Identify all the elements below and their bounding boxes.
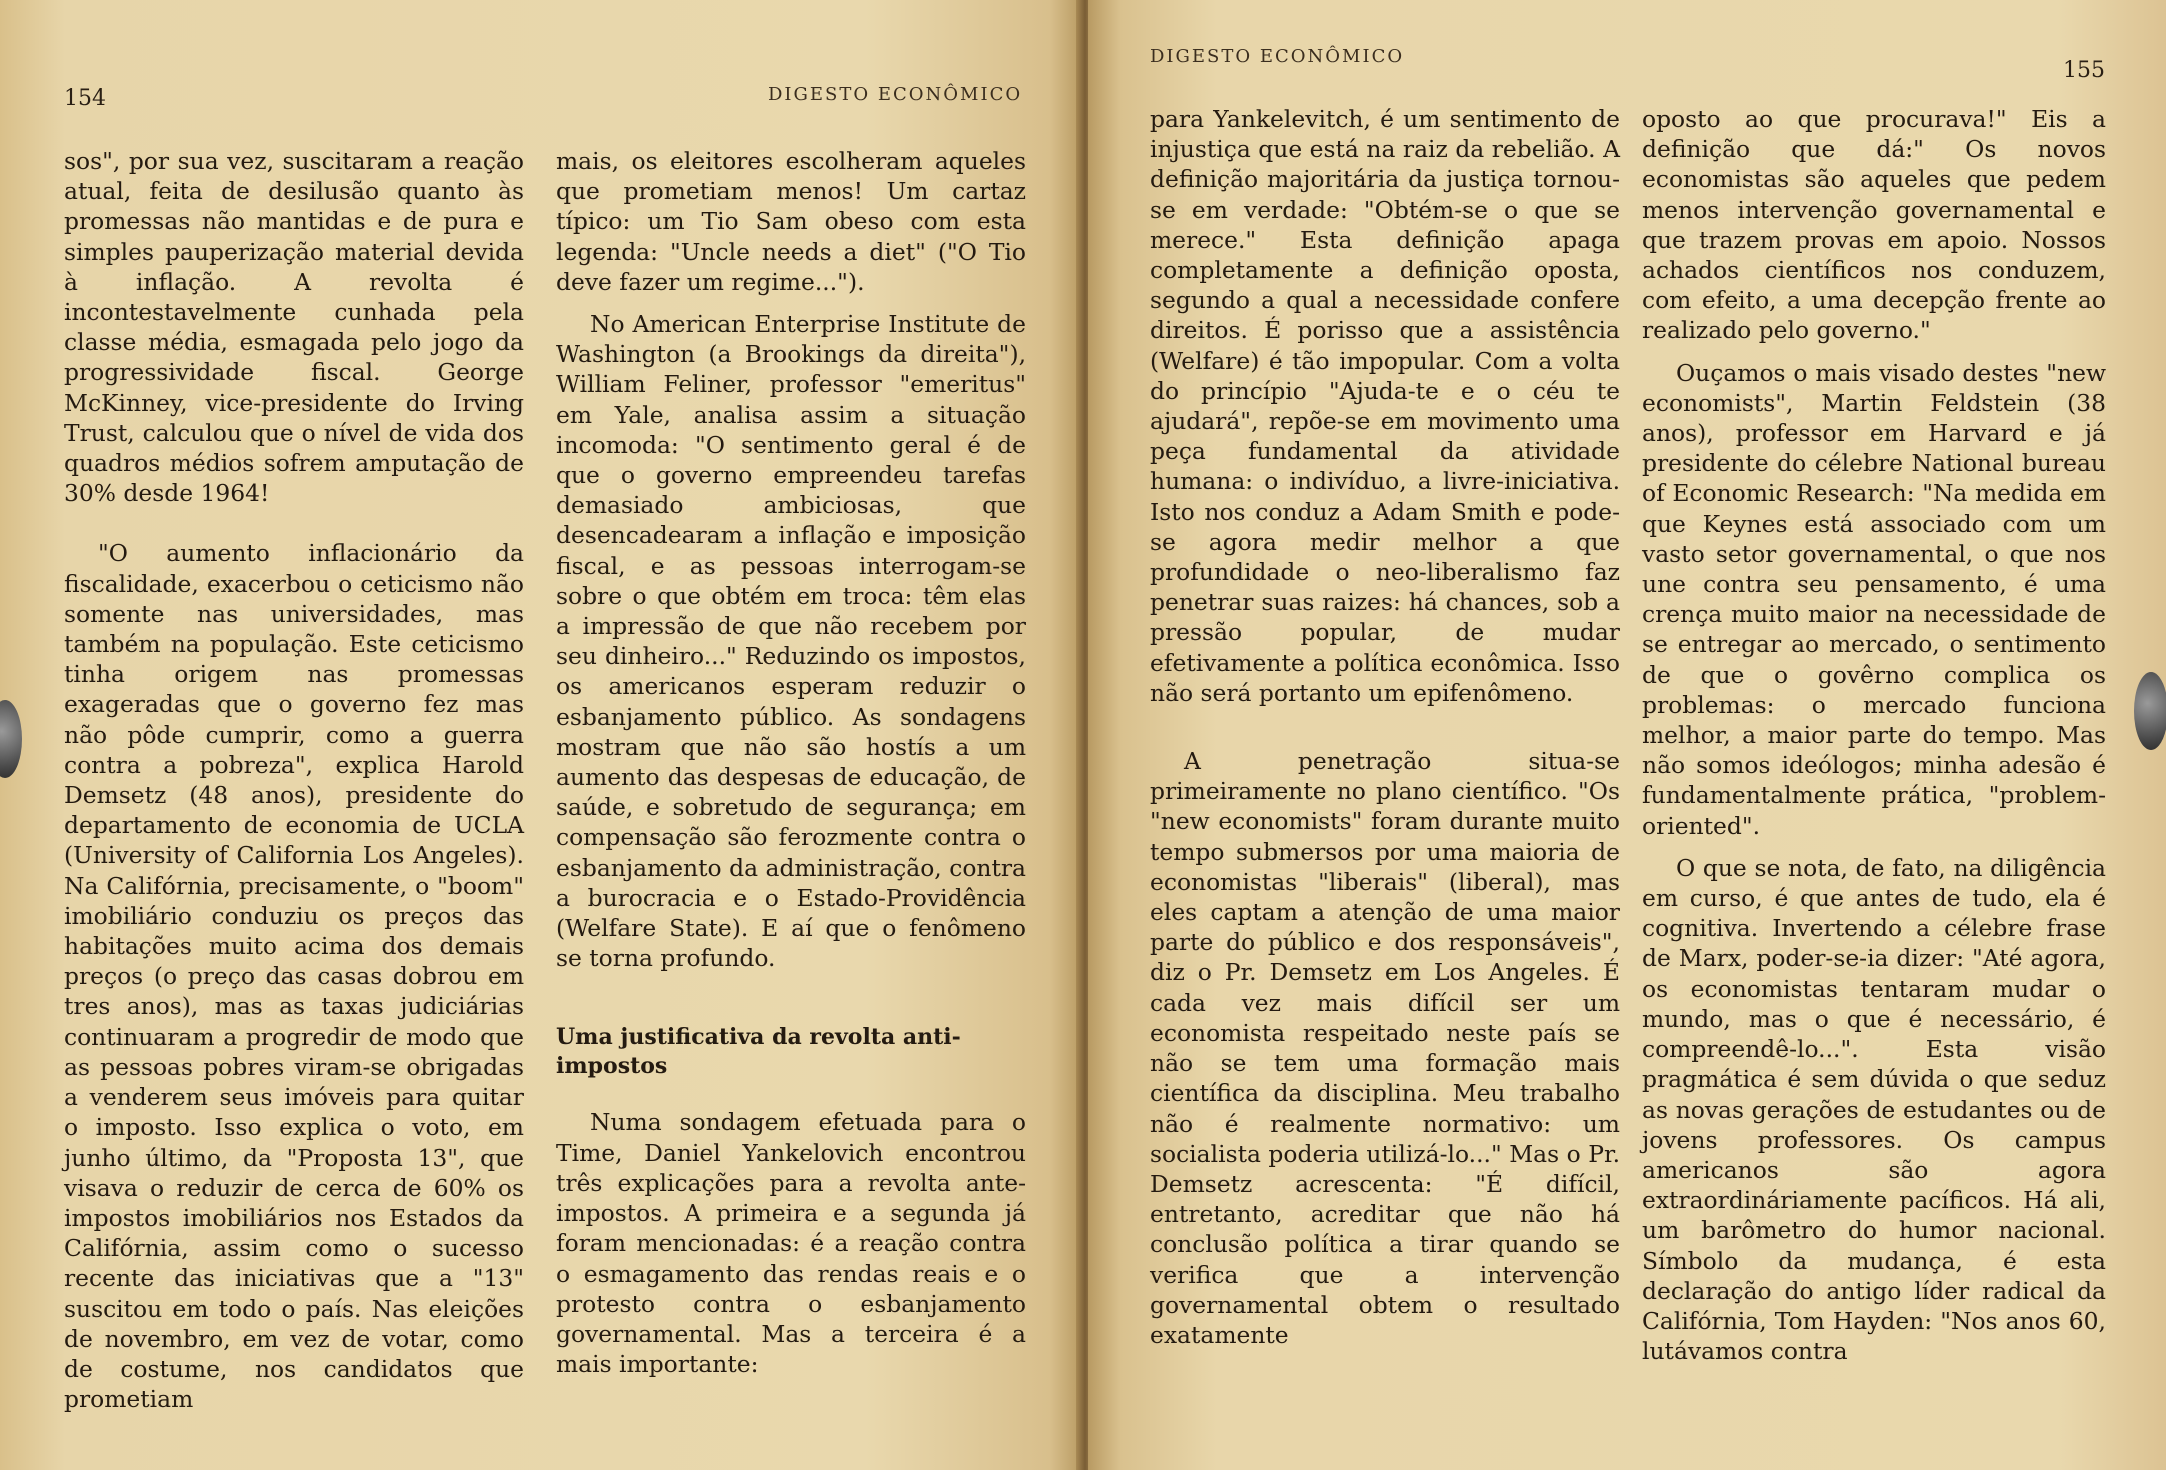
left-page-column-2 xyxy=(556,146,1026,1379)
left-page xyxy=(0,0,1082,1470)
paragraph: mais, os eleitores escolheram aqueles que prometiam menos! Um cartaz típico: um Tio Sam obeso com esta legenda: "Uncle needs a diet" ("O Tio deve fazer um regime..."). xyxy=(556,147,1026,296)
running-header: DIGESTO ECONÔMICO xyxy=(768,84,1023,105)
right-page-column-1 xyxy=(1150,104,1620,1350)
paragraph: para Yankelevitch, é um sentimento de injustiça que está na raiz da rebelião. A definição majoritária da justiça tornou-se em verdade: "Obtém-se o que se merece." Esta definição apaga completamente a definição oposta, segundo a qual a necessidade confere direitos. É porisso que a assistência (Welfare) é tão impopular. Com a volta do princípio "Ajuda-te e o céu te ajudará", repõe-se em movimento uma peça fundamental da atividade humana: o indivíduo, a livre-iniciativa. Isto nos conduz a Adam Smith e pode-se agora medir melhor a que profundidade o neo-liberalismo faz penetrar suas raizes: há chances, sob a pressão popular, de mudar efetivamente a política econômica. Isso não será portanto um epifenômeno. xyxy=(1150,105,1620,707)
binding-clip-icon xyxy=(0,700,22,778)
left-page-column-1 xyxy=(64,146,524,1414)
page-number: 155 xyxy=(2063,58,2105,83)
paragraph: No American Enterprise Institute de Washington (a Brookings da direita"), William Feliner, professor "emeritus" em Yale, analisa assim a situação incomoda: "O sentimento geral é de que o governo empreendeu tarefas demasiado ambiciosas, que desencadearam a inflação e imposição fiscal, e as pessoas interrogam-se sobre o que obtém em troca: têm elas a impressão de que não recebem por seu dinheiro..." Reduzindo os impostos, os americanos esperam reduzir o esbanjamento público. As sondagens mostram que não são hostís a um aumento das despesas de educação, de saúde, e sobretudo de segurança; em compensação são ferozmente contra o esbanjamento da administração, contra a burocracia e o Estado-Providência (Welfare State). E aí que o fenômeno se torna profundo. xyxy=(556,310,1026,973)
page-number: 154 xyxy=(64,86,106,111)
paragraph: "O aumento inflacionário da fiscalidade, exacerbou o ceticismo não somente nas universidades, mas também na população. Este ceticismo tinha origem nas promessas exageradas que o governo fez mas não pôde cumprir, como a guerra contra a pobreza", explica Harold Demsetz (48 anos), presidente do departamento de economia de UCLA (University of California Los Angeles). Na Califórnia, precisamente, o "boom" imobiliário conduziu os preços das habitações muito acima dos demais preços (o preço das casas dobrou em tres anos), mas as taxas judiciárias continuaram a progredir de modo que as pessoas pobres viram-se obrigadas a venderem seus imóveis para quitar o imposto. Isso explica o voto, em junho último, da "Proposta 13", que visava o reduzir de cerca de 60% os impostos imobiliários nos Estados da Califórnia, assim como o sucesso recente das iniciativas que a "13" suscitou em todo o país. Nas eleições de novembro, em vez de votar, como de costume, nos candidatos que prometiam xyxy=(64,539,524,1414)
paragraph: Ouçamos o mais visado destes "new economists", Martin Feldstein (38 anos), professor em Harvard e já presidente do célebre National bureau of Economic Research: "Na medida em que Keynes está associado com um vasto setor governamental, o que nos une contra seu pensamento, é uma crença muito maior na necessidade de se entregar ao mercado, o sentimento de que o govêrno complica os problemas: o mercado funciona melhor, a maior parte do tempo. Mas não somos ideólogos; minha adesão é fundamentalmente prática, "problem-oriented". xyxy=(1642,358,2106,840)
section-heading: Uma justificativa da revolta anti-impostos xyxy=(556,1024,961,1080)
paragraph: A penetração situa-se primeiramente no plano científico. "Os "new economists" foram durante muito tempo submersos por uma maioria de economistas "liberais" (liberal), mas eles captam a atenção de uma maior parte do público e dos responsáveis", diz o Pr. Demsetz em Los Angeles. É cada vez mais difícil ser um economista respeitado neste país se não se tem uma formação mais científica da disciplina. Meu trabalho não é realmente normativo: um socialista poderia utilizá-lo..." Mas o Pr. Demsetz acrescenta: "É difícil, entretanto, acreditar que não há conclusão política a tirar quando se verifica que a intervenção governamental obtem o resultado exatamente xyxy=(1150,747,1620,1349)
paragraph: sos", por sua vez, suscitaram a reação atual, feita de desilusão quanto às promessas não mantidas e de pura e simples pauperização material devida à inflação. A revolta é incontestavelmente cunhada pela classe média, esmagada pelo jogo da progressividade fiscal. George McKinney, vice-presidente do Irving Trust, calculou que o nível de vida dos quadros médios sofrem amputação de 30% desde 1964! xyxy=(64,147,524,508)
paragraph: oposto ao que procurava!" Eis a definição que dá:" Os novos economistas são aqueles que pedem menos intervenção governamental e que trazem provas em apoio. Nossos achados científicos nos conduzem, com efeito, a uma decepção frente ao realizado pelo governo." xyxy=(1642,105,2106,345)
paragraph: O que se nota, de fato, na diligência em curso, é que antes de tudo, ela é cognitiva. Invertendo a célebre frase de Marx, poder-se-ia dizer: "Até agora, os economistas tentaram mudar o mundo, mas o que é necessário, é compreendê-lo...". Esta visão pragmática é sem dúvida o que seduz as novas gerações de estudantes ou de jovens professores. Os campus americanos são agora extraordináriamente pacíficos. Há ali, um barômetro do humor nacional. Símbolo da mudança, é esta declaração do antigo líder radical da Califórnia, Tom Hayden: "Nos anos 60, lutávamos contra xyxy=(1642,853,2106,1366)
binding-clip-icon xyxy=(2134,672,2166,750)
paragraph: Numa sondagem efetuada para o Time, Daniel Yankelovich encontrou três explicações para a revolta ante-impostos. A primeira e a segunda já foram mencionadas: é a reação contra o esmagamento das rendas reais e o protesto contra o esbanjamento governamental. Mas a terceira é a mais importante: xyxy=(556,1108,1026,1379)
running-header: DIGESTO ECONÔMICO xyxy=(1150,46,1405,67)
right-page-column-2 xyxy=(1642,104,2106,1366)
right-page xyxy=(1088,0,2166,1470)
